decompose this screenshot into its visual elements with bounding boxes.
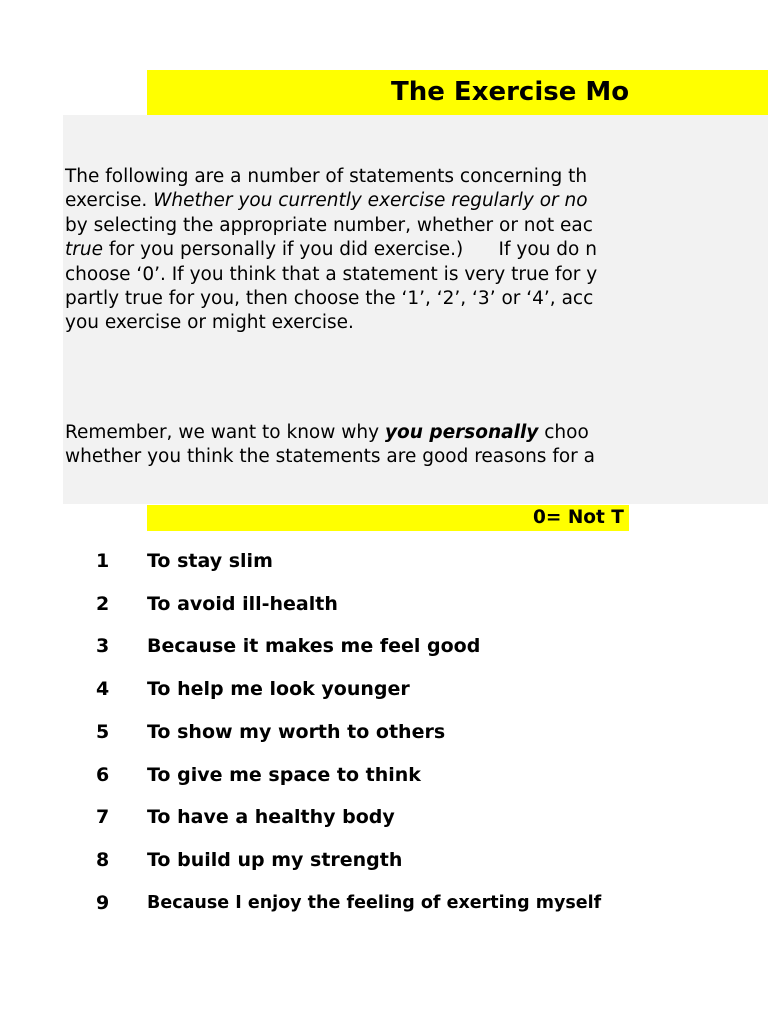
- intro-text-run: exercise.: [65, 190, 154, 212]
- intro-line: [65, 165, 597, 189]
- statement-number: 3: [96, 635, 110, 658]
- statement-text: To show my worth to others: [147, 720, 446, 743]
- intro-text-run: Whether you currently exercise regularly or no: [153, 190, 588, 212]
- statement-number: 8: [96, 848, 110, 871]
- statement-number: 2: [96, 592, 110, 615]
- statement-item: [0, 888, 629, 918]
- statement-item: [0, 717, 629, 747]
- reminder-text-run: you personally: [384, 422, 539, 443]
- page-title: The Exercise Mo: [391, 77, 630, 107]
- statement-item: [0, 674, 629, 704]
- statement-number: 5: [96, 720, 110, 743]
- intro-text-run: you exercise or might exercise.: [65, 312, 354, 334]
- instructions-clip: [63, 115, 630, 504]
- intro-line: [65, 287, 597, 311]
- intro-text-run: The following are a number of statements concerning th: [65, 166, 588, 187]
- statement-item: [0, 802, 629, 832]
- statement-text: To avoid ill-health: [147, 592, 338, 615]
- intro-text-run: by selecting the appropriate number, whether or not eac: [65, 214, 593, 236]
- instructions-paragraph: [65, 165, 597, 336]
- intro-text-run: for you personally if you did exercise.) If you do n: [102, 239, 597, 261]
- statement-text: To help me look younger: [147, 678, 410, 701]
- intro-text-run: choose ‘0’. If you think that a statement is very true for y: [65, 263, 598, 285]
- statement-text: To give me space to think: [147, 763, 421, 786]
- statement-item: [0, 760, 629, 790]
- statement-text: Because I enjoy the feeling of exerting myself: [147, 892, 602, 913]
- intro-text-run: partly true for you, then choose the ‘1’, ‘2’, ‘3’ or ‘4’, acc: [65, 288, 594, 310]
- statement-number: 1: [96, 550, 110, 572]
- intro-line: [65, 214, 597, 238]
- scale-header: [147, 505, 629, 531]
- statement-text: Because it makes me feel good: [147, 635, 481, 658]
- intro-line: [65, 189, 597, 213]
- statement-number: 7: [96, 806, 110, 829]
- scale-label: 0= Not T: [533, 507, 624, 528]
- statement-item: [0, 631, 629, 661]
- instructions-panel: [63, 115, 768, 504]
- title-banner: [147, 70, 768, 115]
- intro-line: [65, 311, 597, 335]
- reminder-text-run: Remember, we want to know why: [65, 422, 385, 443]
- statement-number: 6: [96, 763, 110, 786]
- intro-text-run: true: [65, 239, 103, 261]
- reminder-paragraph: [65, 421, 595, 470]
- statement-text: To build up my strength: [147, 848, 403, 871]
- reminder-line: [65, 445, 595, 469]
- intro-line: [65, 238, 597, 262]
- intro-line: [65, 263, 597, 287]
- statement-item: [0, 546, 629, 576]
- statement-text: To have a healthy body: [147, 806, 395, 829]
- reminder-text-run: whether you think the statements are good reasons for a: [65, 446, 595, 468]
- statement-item: [0, 845, 629, 875]
- statement-number: 4: [96, 678, 110, 701]
- statement-item: [0, 589, 629, 619]
- reminder-line: [65, 421, 595, 445]
- reminder-text-run: choo: [538, 422, 589, 443]
- statement-number: 9: [96, 891, 110, 914]
- statement-text: To stay slim: [147, 550, 273, 572]
